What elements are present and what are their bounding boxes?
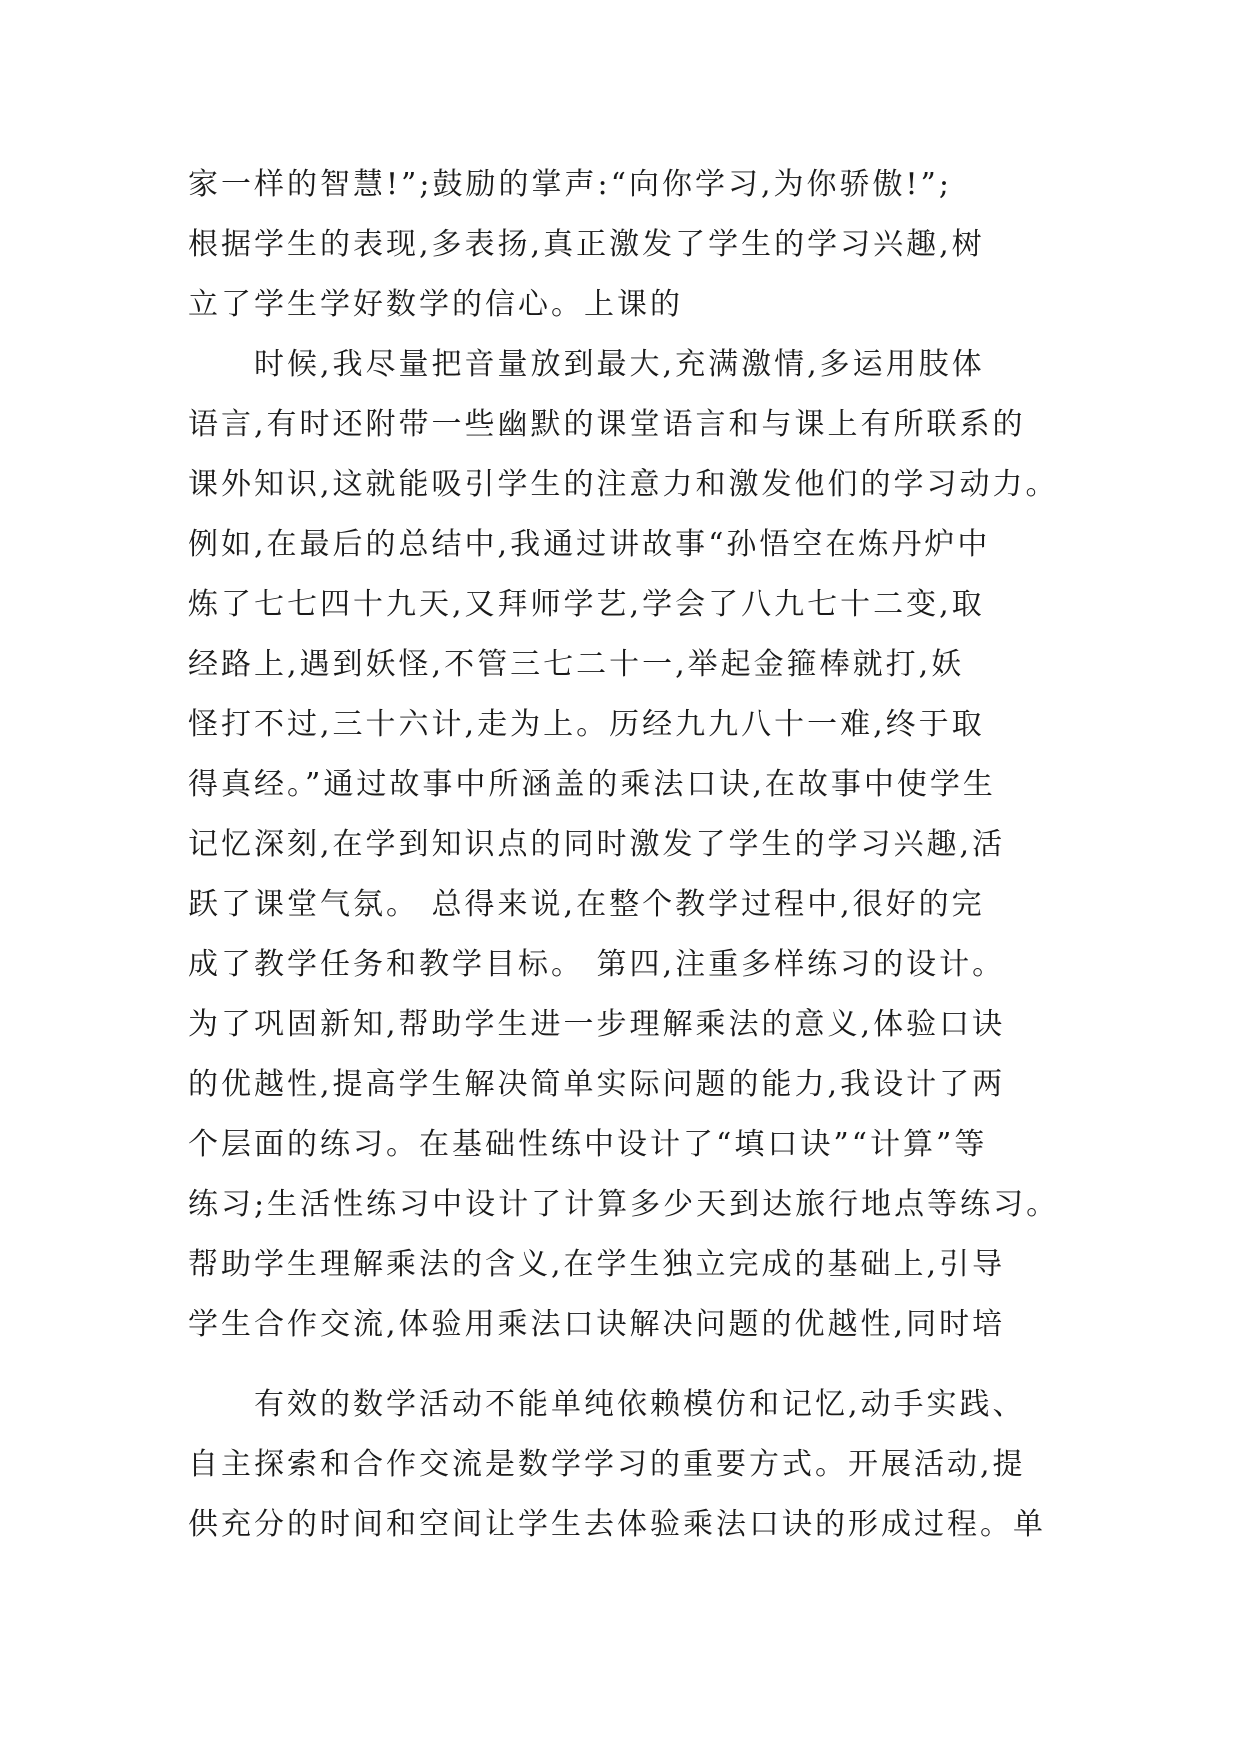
text-line: 课外知识,这就能吸引学生的注意力和激发他们的学习动力。 xyxy=(188,467,1059,502)
text-line: 帮助学生理解乘法的含义,在学生独立完成的基础上,引导 xyxy=(188,1247,1006,1282)
text-line: 供充分的时间和空间让学生去体验乘法口诀的形成过程。单 xyxy=(188,1507,1046,1542)
text-line: 时候,我尽量把音量放到最大,充满激情,多运用肢体 xyxy=(254,347,985,382)
paragraph-math-activities xyxy=(188,1375,1068,1555)
text-line: 个层面的练习。在基础性练中设计了“填口诀”“计算”等 xyxy=(188,1127,988,1162)
text-line: 经路上,遇到妖怪,不管三七二十一,举起金箍棒就打,妖 xyxy=(188,647,965,682)
text-line: 炼了七七四十九天,又拜师学艺,学会了八九七十二变,取 xyxy=(188,587,985,622)
text-line: 为了巩固新知,帮助学生进一步理解乘法的意义,体验口诀 xyxy=(188,1007,1006,1042)
text-line: 例如,在最后的总结中,我通过讲故事“孙悟空在炼丹炉中 xyxy=(188,527,991,562)
text-line: 立了学生学好数学的信心。上课的 xyxy=(188,287,683,322)
text-line: 的优越性,提高学生解决简单实际问题的能力,我设计了两 xyxy=(188,1067,1006,1102)
text-line: 有效的数学活动不能单纯依赖模仿和记忆,动手实践、 xyxy=(254,1387,1026,1422)
text-line: 自主探索和合作交流是数学学习的重要方式。开展活动,提 xyxy=(188,1447,1026,1482)
text-line: 记忆深刻,在学到知识点的同时激发了学生的学习兴趣,活 xyxy=(188,827,1006,862)
paragraph-teaching-method xyxy=(188,335,1068,1355)
paragraph-continuation xyxy=(188,155,1068,335)
text-line: 家一样的智慧!”;鼓励的掌声:“向你学习,为你骄傲!”; xyxy=(188,167,952,202)
text-line: 怪打不过,三十六计,走为上。历经九九八十一难,终于取 xyxy=(188,707,985,742)
text-line: 语言,有时还附带一些幽默的课堂语言和与课上有所联系的 xyxy=(188,407,1026,442)
text-line: 根据学生的表现,多表扬,真正激发了学生的学习兴趣,树 xyxy=(188,227,985,262)
text-line: 跃了课堂气氛。 总得来说,在整个教学过程中,很好的完 xyxy=(188,887,985,922)
text-line: 学生合作交流,体验用乘法口诀解决问题的优越性,同时培 xyxy=(188,1307,1006,1342)
text-line: 得真经。”通过故事中所涵盖的乘法口诀,在故事中使学生 xyxy=(188,767,996,802)
text-line: 成了教学任务和教学目标。 第四,注重多样练习的设计。 xyxy=(188,947,1006,982)
text-line: 练习;生活性练习中设计了计算多少天到达旅行地点等练习。 xyxy=(188,1187,1060,1222)
